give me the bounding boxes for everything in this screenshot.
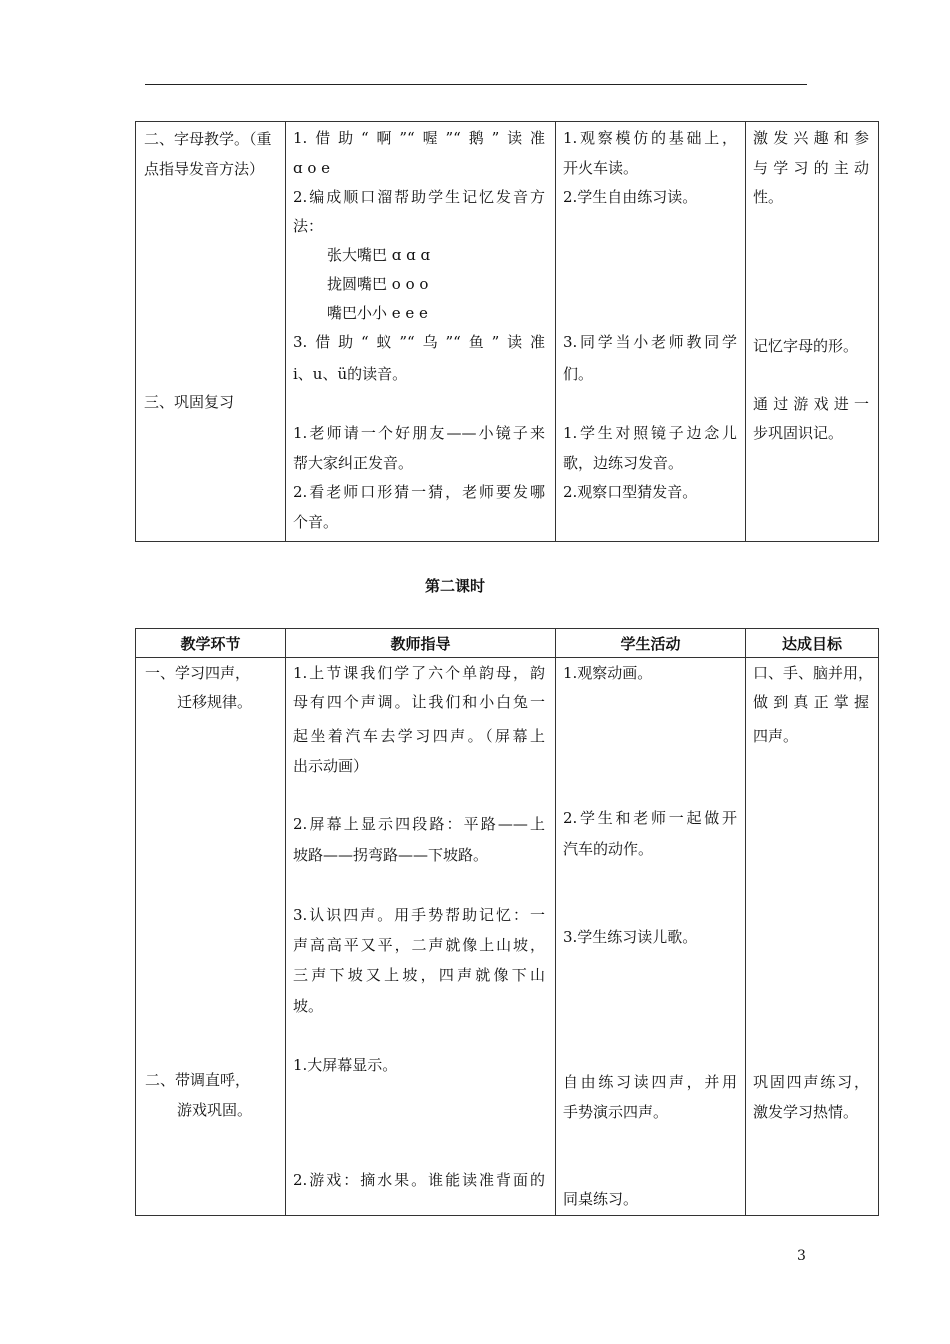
header-student: 学生活动: [556, 629, 746, 658]
t2-teacher-line: 1.上节课我们学了六个单韵母，韵: [293, 664, 545, 682]
t1-stage-line: 二、字母教学。（重: [144, 130, 272, 148]
t2-teacher-line: 2.屏幕上显示四段路：平路——上: [293, 815, 545, 833]
t1-student-line: 3.同学当小老师教同学: [563, 333, 737, 351]
t1-teacher-line: 3.借助“蚁”“乌”“鱼”读准: [293, 333, 545, 351]
t2-student-line: 自由练习读四声，并用: [563, 1073, 737, 1091]
t2-stage-line: 游戏巩固。: [177, 1101, 253, 1119]
t2-stage-line: 迁移规律。: [177, 693, 253, 711]
t1-goal-line: 记忆字母的形。: [753, 337, 859, 355]
t2-goal-line: 激发学习热情。: [753, 1103, 859, 1121]
t1-goal-cell: [746, 122, 879, 542]
t2-stage-line: 二、带调直呼，: [145, 1071, 251, 1089]
t1-teacher-line: 2.编成顺口溜帮助学生记忆发音方: [293, 188, 545, 206]
t1-teacher-line: 帮大家纠正发音。: [293, 454, 414, 472]
t1-student-line: 2.观察口型猜发音。: [563, 483, 698, 501]
t1-teacher-line: ɑ o e: [293, 159, 331, 177]
t2-student-line: 汽车的动作。: [563, 840, 654, 858]
t2-stage-line: 一、学习四声，: [145, 664, 251, 682]
t2-teacher-line: 起坐着汽车去学习四声。（屏幕上: [293, 727, 545, 745]
t2-student-line: 手势演示四声。: [563, 1103, 669, 1121]
page-number: 3: [797, 1248, 806, 1264]
header-stage: 教学环节: [136, 629, 286, 658]
t1-teacher-line: 拢圆嘴巴 o o o: [327, 275, 429, 293]
t1-teacher-line: i、u、ü的读音。: [293, 365, 408, 383]
t2-teacher-line: 母有四个声调。让我们和小白兔一: [293, 693, 545, 711]
t2-teacher-line: 声高高平又平，二声就像上山坡，: [293, 936, 545, 954]
t1-teacher-line: 1.老师请一个好朋友——小镜子来: [293, 424, 545, 442]
t1-goal-line: 通过游戏进一: [753, 395, 869, 413]
header-teacher: 教师指导: [286, 629, 556, 658]
t1-teacher-line: 个音。: [293, 513, 339, 531]
t1-teacher-line: 2.看老师口形猜一猜，老师要发哪: [293, 483, 545, 501]
t2-goal-line: 四声。: [753, 727, 799, 745]
t2-teacher-line: 坡路——拐弯路——下坡路。: [293, 846, 489, 864]
t1-stage-line: 三、巩固复习: [144, 393, 235, 411]
t1-student-line: 歌，边练习发音。: [563, 454, 684, 472]
t2-teacher-line: 2.游戏：摘水果。谁能读准背面的: [293, 1171, 545, 1189]
t1-student-line: 2.学生自由练习读。: [563, 188, 698, 206]
section-title: 第二课时: [424, 577, 485, 595]
t2-student-line: 3.学生练习读儿歌。: [563, 928, 698, 946]
t2-student-line: 2.学生和老师一起做开: [563, 809, 737, 827]
t1-student-line: 1.观察模仿的基础上，: [563, 129, 737, 147]
t2-teacher-line: 三声下坡又上坡，四声就像下山: [293, 966, 545, 984]
t1-student-line: 们。: [563, 365, 594, 383]
t1-stage-cell: [136, 122, 286, 542]
header-goal: 达成目标: [746, 629, 879, 658]
t1-goal-line: 激发兴趣和参: [753, 129, 869, 147]
t1-student-line: 开火车读。: [563, 159, 639, 177]
t2-goal-line: 口、手、脑并用，: [753, 664, 874, 682]
t1-goal-line: 步巩固识记。: [753, 424, 844, 442]
t2-teacher-line: 1.大屏幕显示。: [293, 1056, 398, 1074]
t2-stage-cell: [136, 658, 286, 1216]
header-rule: [145, 84, 807, 85]
t2-teacher-line: 坡。: [293, 997, 324, 1015]
t2-goal-line: 做到真正掌握: [753, 693, 869, 711]
t1-teacher-line: 法：: [293, 217, 324, 235]
t2-goal-line: 巩固四声练习，: [753, 1073, 869, 1091]
t1-goal-line: 与学习的主动: [753, 159, 869, 177]
t1-teacher-line: 张大嘴巴 ɑ ɑ ɑ: [327, 246, 431, 264]
t2-teacher-line: 出示动画）: [293, 757, 369, 775]
t2-student-line: 1.观察动画。: [563, 664, 653, 682]
t1-teacher-line: 1.借助“啊”“喔”“鹅”读准: [293, 129, 545, 147]
t1-goal-line: 性。: [753, 188, 784, 206]
t2-teacher-line: 3.认识四声。用手势帮助记忆：一: [293, 906, 545, 924]
t1-student-line: 1.学生对照镜子边念儿: [563, 424, 737, 442]
t1-stage-line: 点指导发音方法）: [144, 160, 265, 178]
t1-teacher-line: 嘴巴小小 e e e: [327, 304, 428, 322]
t2-student-line: 同桌练习。: [563, 1190, 639, 1208]
